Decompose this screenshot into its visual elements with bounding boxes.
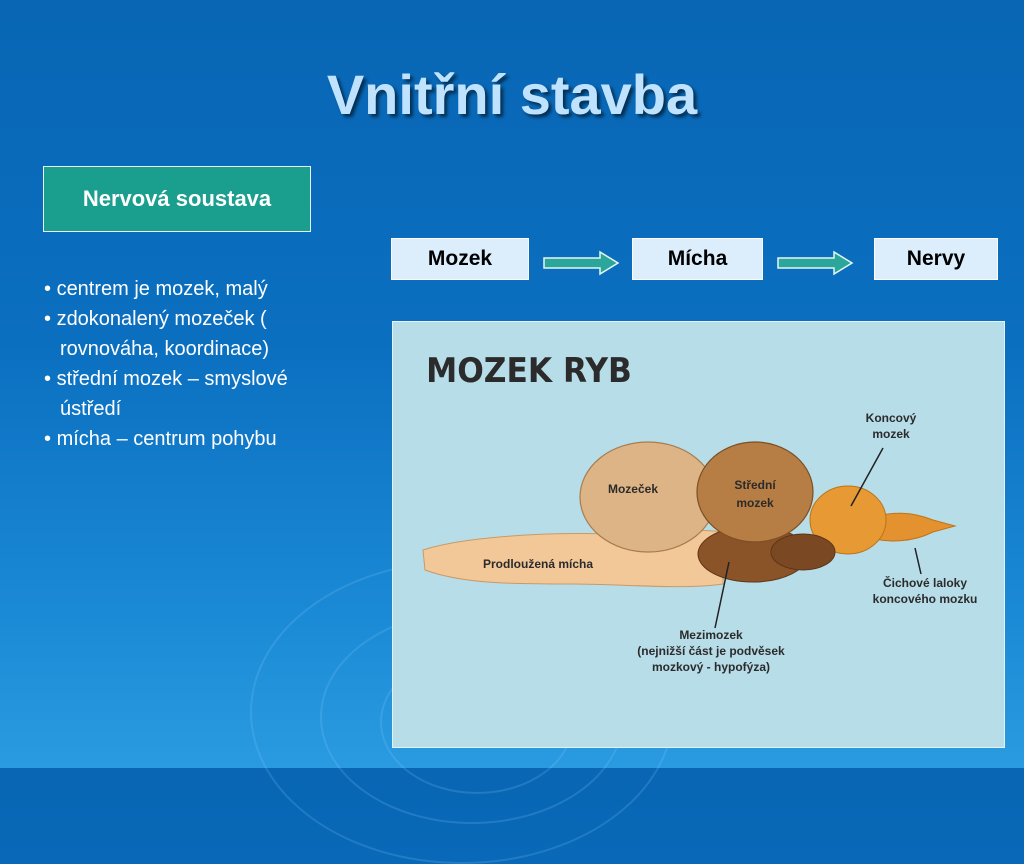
label-mozecek: Mozeček — [607, 482, 659, 496]
mozecek-shape — [580, 442, 716, 552]
stredni-mozek-shape — [697, 442, 813, 542]
flow-label: Nervy — [906, 247, 966, 270]
bullet-item-line: zdokonalený mozeček ( — [56, 308, 267, 330]
flow-label: Mícha — [667, 247, 728, 270]
bullet-item: • centrem je mozek, malý — [44, 274, 374, 304]
flow-box-mozek — [391, 238, 529, 280]
label-prodlouzena-micha: Prodloužená mícha — [483, 557, 594, 571]
bullet-item-line: rovnováha, koordinace) — [60, 338, 270, 360]
hypofyza-shape — [771, 534, 835, 570]
fish-brain-diagram — [392, 321, 1005, 748]
label-koncovy-mozek: Koncový — [865, 411, 917, 425]
fish-brain-illustration — [393, 322, 1004, 747]
pointer-line — [915, 548, 921, 574]
bullet-item — [44, 364, 374, 424]
bullet-item — [44, 304, 374, 364]
label-mezimozek: Mezimozek — [679, 628, 743, 642]
label-koncovy-mozek: mozek — [872, 427, 910, 441]
bullet-list — [44, 274, 374, 454]
flow-box-micha — [632, 238, 763, 280]
slide-title: Vnitřní stavba — [326, 63, 698, 126]
label-cichove-laloky: koncového mozku — [872, 592, 978, 606]
label-cichove-laloky: Čichové laloky — [882, 576, 968, 590]
label-mezimozek: mozkový - hypofýza) — [651, 660, 771, 674]
bullet-item-line: střední mozek – smyslové — [56, 368, 288, 390]
label-stredni-mozek: mozek — [736, 496, 774, 510]
diagram-heading: MOZEK RYB — [426, 350, 632, 391]
right-arrow-icon — [542, 250, 622, 276]
label-mezimozek: (nejnižší část je podvěsek — [637, 644, 785, 658]
bullet-item: • mícha – centrum pohybu — [44, 424, 374, 454]
flow-label: Mozek — [427, 247, 493, 270]
section-label-box — [43, 166, 311, 232]
section-label: Nervová soustava — [82, 186, 272, 211]
flow-box-nervy — [874, 238, 998, 280]
label-stredni-mozek: Střední — [734, 478, 776, 492]
bullet-item-line: ústředí — [60, 398, 122, 420]
right-arrow-icon — [776, 250, 856, 276]
